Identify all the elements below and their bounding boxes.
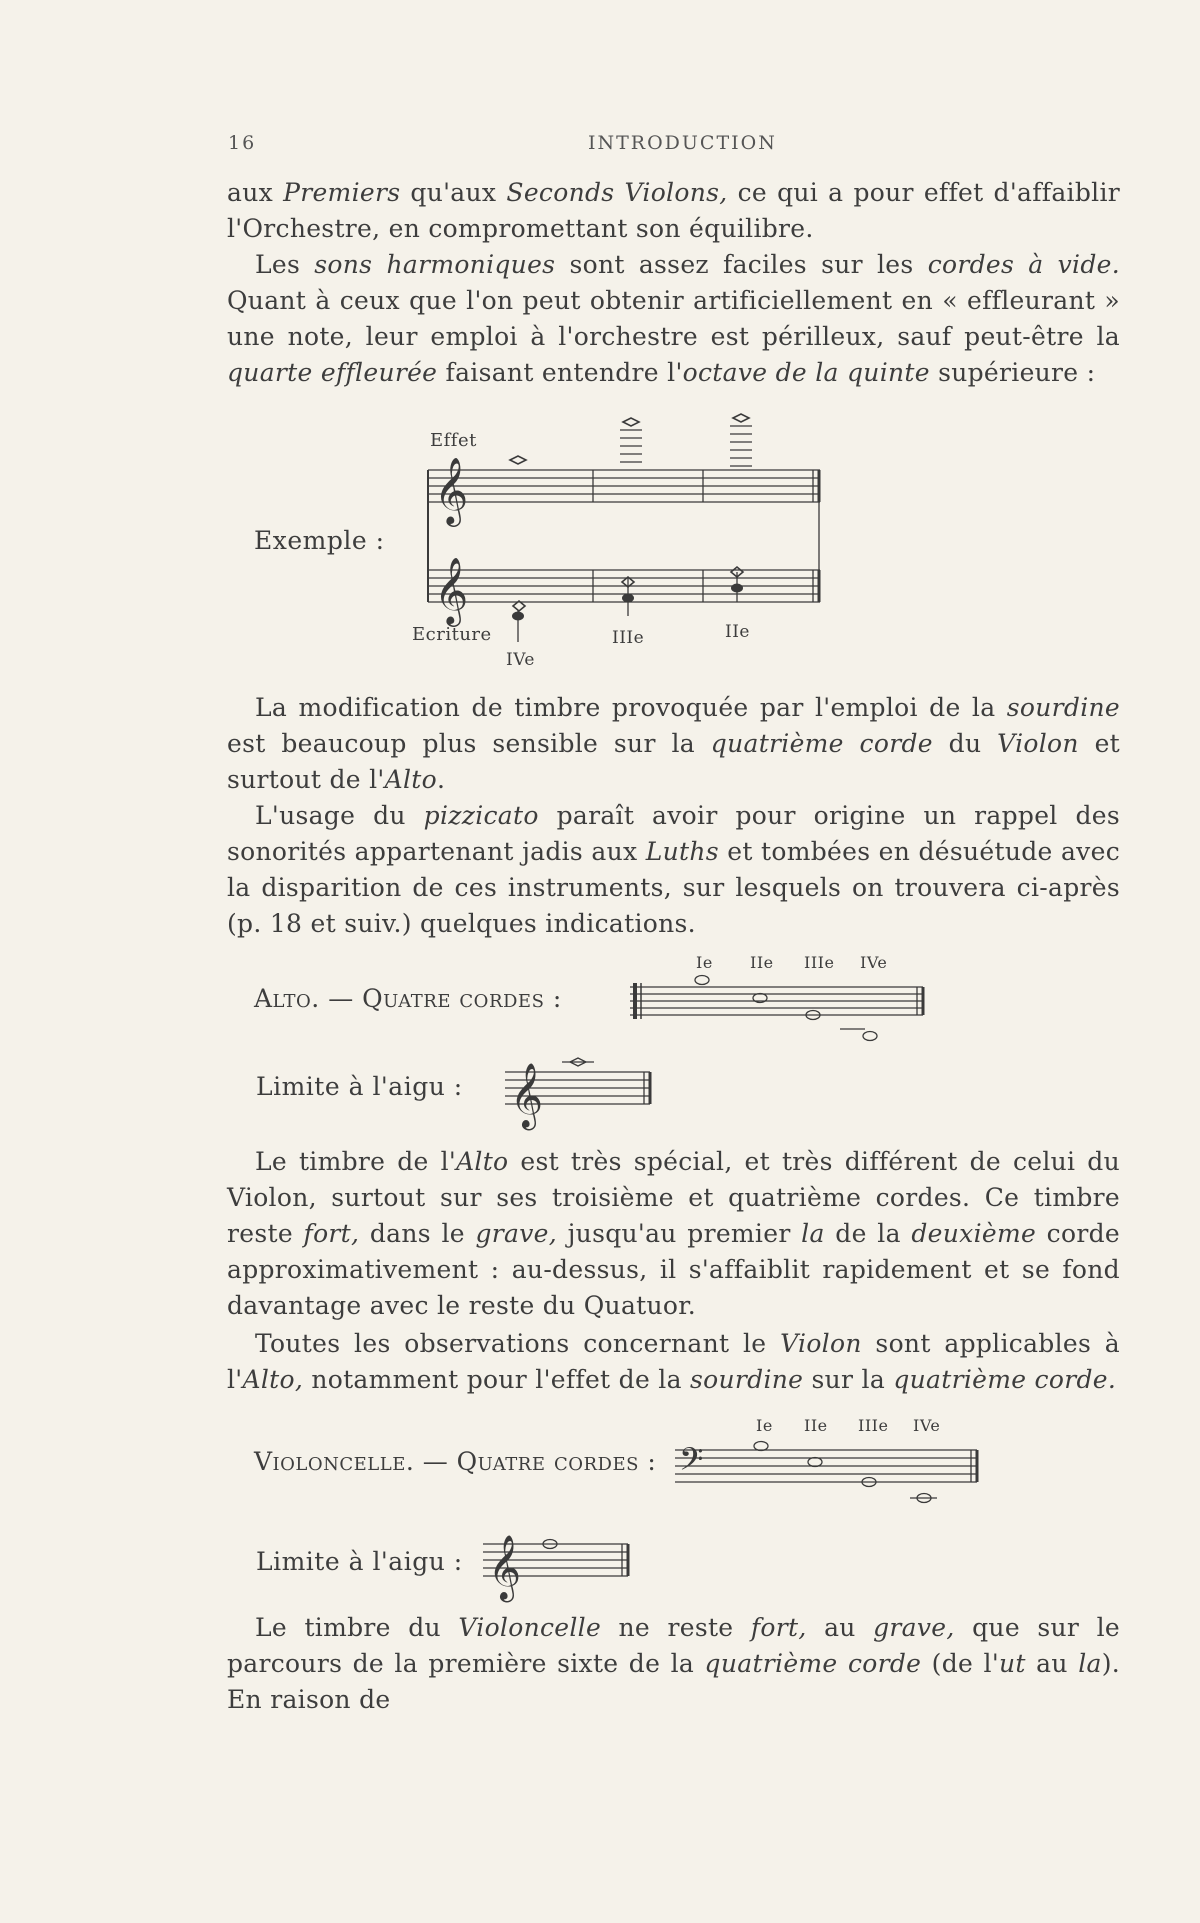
cello-string-1: Ie — [756, 1416, 773, 1435]
ecriture-label: Ecriture — [412, 624, 492, 645]
paragraph-2: Les sons harmoniques sont assez faciles sur les cordes à vide. Quant à ceux que l'on peut obtenir artificiellement en « effleurant » une note, leur emploi à l'orchestre est périlleux, sauf peut-être la quarte effleurée faisant entendre l'octave de la quinte supérieure : — [227, 250, 1121, 387]
alto-limit-score — [500, 1052, 660, 1132]
cello-limit-score — [478, 1524, 638, 1604]
paragraph-3: La modification de timbre provoquée par l'emploi de la sourdine est beaucoup plus sensible sur la quatrième corde du Violon et surtout de l'Alto. — [227, 693, 1121, 794]
running-title: INTRODUCTION — [588, 132, 777, 154]
alto-strings-score — [625, 975, 925, 1045]
cello-strings-label: Violoncelle. — Quatre cordes : — [254, 1447, 657, 1476]
cello-string-4: IVe — [913, 1416, 941, 1435]
string-iiie-label: IIIe — [612, 628, 645, 648]
svg-text:𝄞: 𝄞 — [434, 456, 469, 524]
alto-string-1: Ie — [696, 953, 713, 972]
svg-text:𝄢: 𝄢 — [679, 1441, 704, 1485]
alto-string-4: IVe — [860, 953, 888, 972]
cello-string-2: IIe — [804, 1416, 828, 1435]
example-label: Exemple : — [254, 526, 385, 555]
cello-strings-score — [675, 1440, 995, 1520]
paragraph-7: Le timbre du Violoncelle ne reste fort, au grave, que sur le parcours de la première sixte de la quatrième corde (de l'ut au la). En raison de — [227, 1613, 1121, 1714]
paragraph-5: Le timbre de l'Alto est très spécial, et très différent de celui du Violon, surtout sur ses troisième et quatrième cordes. Ce timbre reste fort, dans le grave, jusqu'au premier la de la deuxième corde approximativement : au-dessus, il s'affaiblit rapidement et se fond davantage avec le reste du Quatuor. — [227, 1147, 1120, 1320]
string-ive-label: IVe — [506, 650, 535, 670]
svg-text:𝄞: 𝄞 — [488, 1535, 522, 1600]
svg-text:𝄞: 𝄞 — [510, 1063, 544, 1128]
cello-limit-label: Limite à l'aigu : — [256, 1547, 463, 1576]
effet-label: Effet — [430, 430, 477, 451]
paragraph-6: Toutes les observations concernant le Violon sont applicables à l'Alto, notamment pour l'effet de la sourdine sur la quatrième corde. — [227, 1329, 1120, 1394]
page-number: 16 — [228, 132, 257, 154]
paragraph-4: L'usage du pizzicato paraît avoir pour origine un rappel des sonorités appartenant jadis aux Luths et tombées en désuétude avec la disparition de ces instruments, sur lesquels on trouvera ci-après (p. 18 et suiv.) quelques indications. — [227, 801, 1120, 938]
alto-limit-label: Limite à l'aigu : — [256, 1072, 463, 1101]
alto-strings-label: Alto. — Quatre cordes : — [254, 984, 562, 1013]
alto-string-2: IIe — [750, 953, 774, 972]
cello-string-3: IIIe — [858, 1416, 889, 1435]
svg-text:𝄞: 𝄞 — [434, 556, 469, 624]
alto-string-3: IIIe — [804, 953, 835, 972]
paragraph-1: aux Premiers qu'aux Seconds Violons, ce qui a pour effet d'affaiblir l'Orchestre, en compromettant son équilibre. — [227, 178, 1120, 243]
string-iie-label: IIe — [725, 622, 750, 642]
